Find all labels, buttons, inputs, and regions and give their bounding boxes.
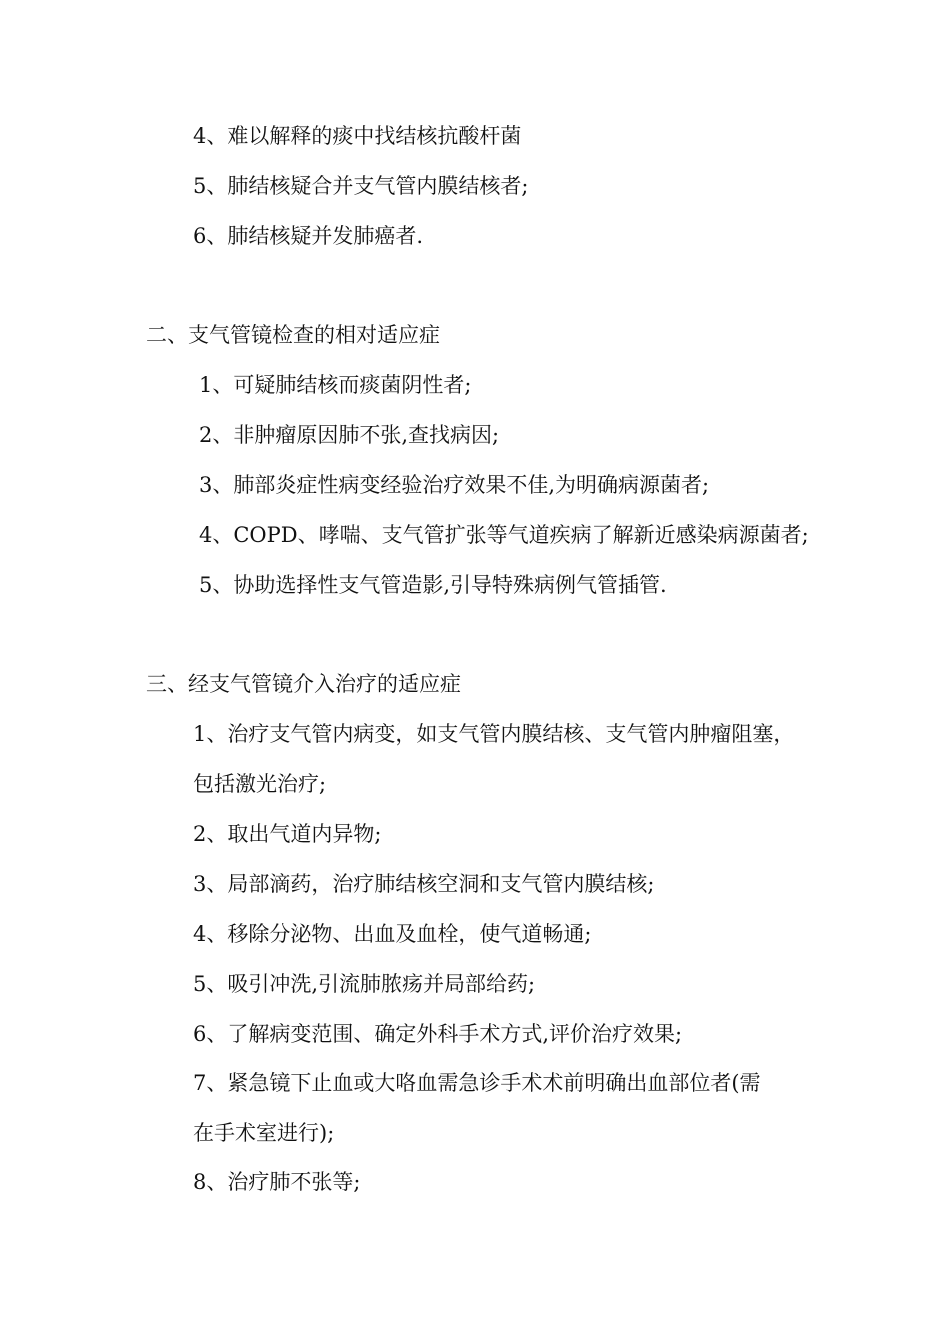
list-item-continuation: 包括激光治疗;	[193, 772, 327, 796]
list-item: 4、COPD、哮喘、支气管扩张等气道疾病了解新近感染病源菌者;	[199, 523, 809, 547]
list-item: 2、取出气道内异物;	[193, 822, 382, 846]
list-item-continuation: 在手术室进行);	[193, 1121, 335, 1145]
list-item: 7、紧急镜下止血或大咯血需急诊手术术前明确出血部位者(需	[193, 1071, 761, 1095]
list-item: 1、可疑肺结核而痰菌阴性者;	[199, 373, 472, 397]
list-item: 4、移除分泌物、出血及血栓，使气道畅通;	[193, 922, 592, 946]
list-item: 5、协助选择性支气管造影,引导特殊病例气管插管.	[199, 573, 667, 597]
list-item: 1、治疗支气管内病变，如支气管内膜结核、支气管内肿瘤阻塞，	[193, 722, 795, 746]
list-item: 6、了解病变范围、确定外科手术方式,评价治疗效果;	[193, 1022, 683, 1046]
list-item: 8、治疗肺不张等;	[193, 1170, 361, 1194]
list-item: 3、局部滴药，治疗肺结核空洞和支气管内膜结核;	[193, 872, 655, 896]
list-item: 5、肺结核疑合并支气管内膜结核者;	[193, 174, 529, 198]
list-item: 2、非肿瘤原因肺不张,查找病因;	[199, 423, 500, 447]
section-two-heading: 二、支气管镜检查的相对适应症	[146, 323, 440, 347]
list-item: 5、吸引冲洗,引流肺脓疡并局部给药;	[193, 972, 536, 996]
list-item: 4、难以解释的痰中找结核抗酸杆菌	[193, 124, 522, 148]
list-item: 6、肺结核疑并发肺癌者.	[193, 224, 424, 248]
section-three-heading: 三、经支气管镜介入治疗的适应症	[146, 672, 461, 696]
list-item: 3、肺部炎症性病变经验治疗效果不佳,为明确病源菌者;	[199, 473, 710, 497]
